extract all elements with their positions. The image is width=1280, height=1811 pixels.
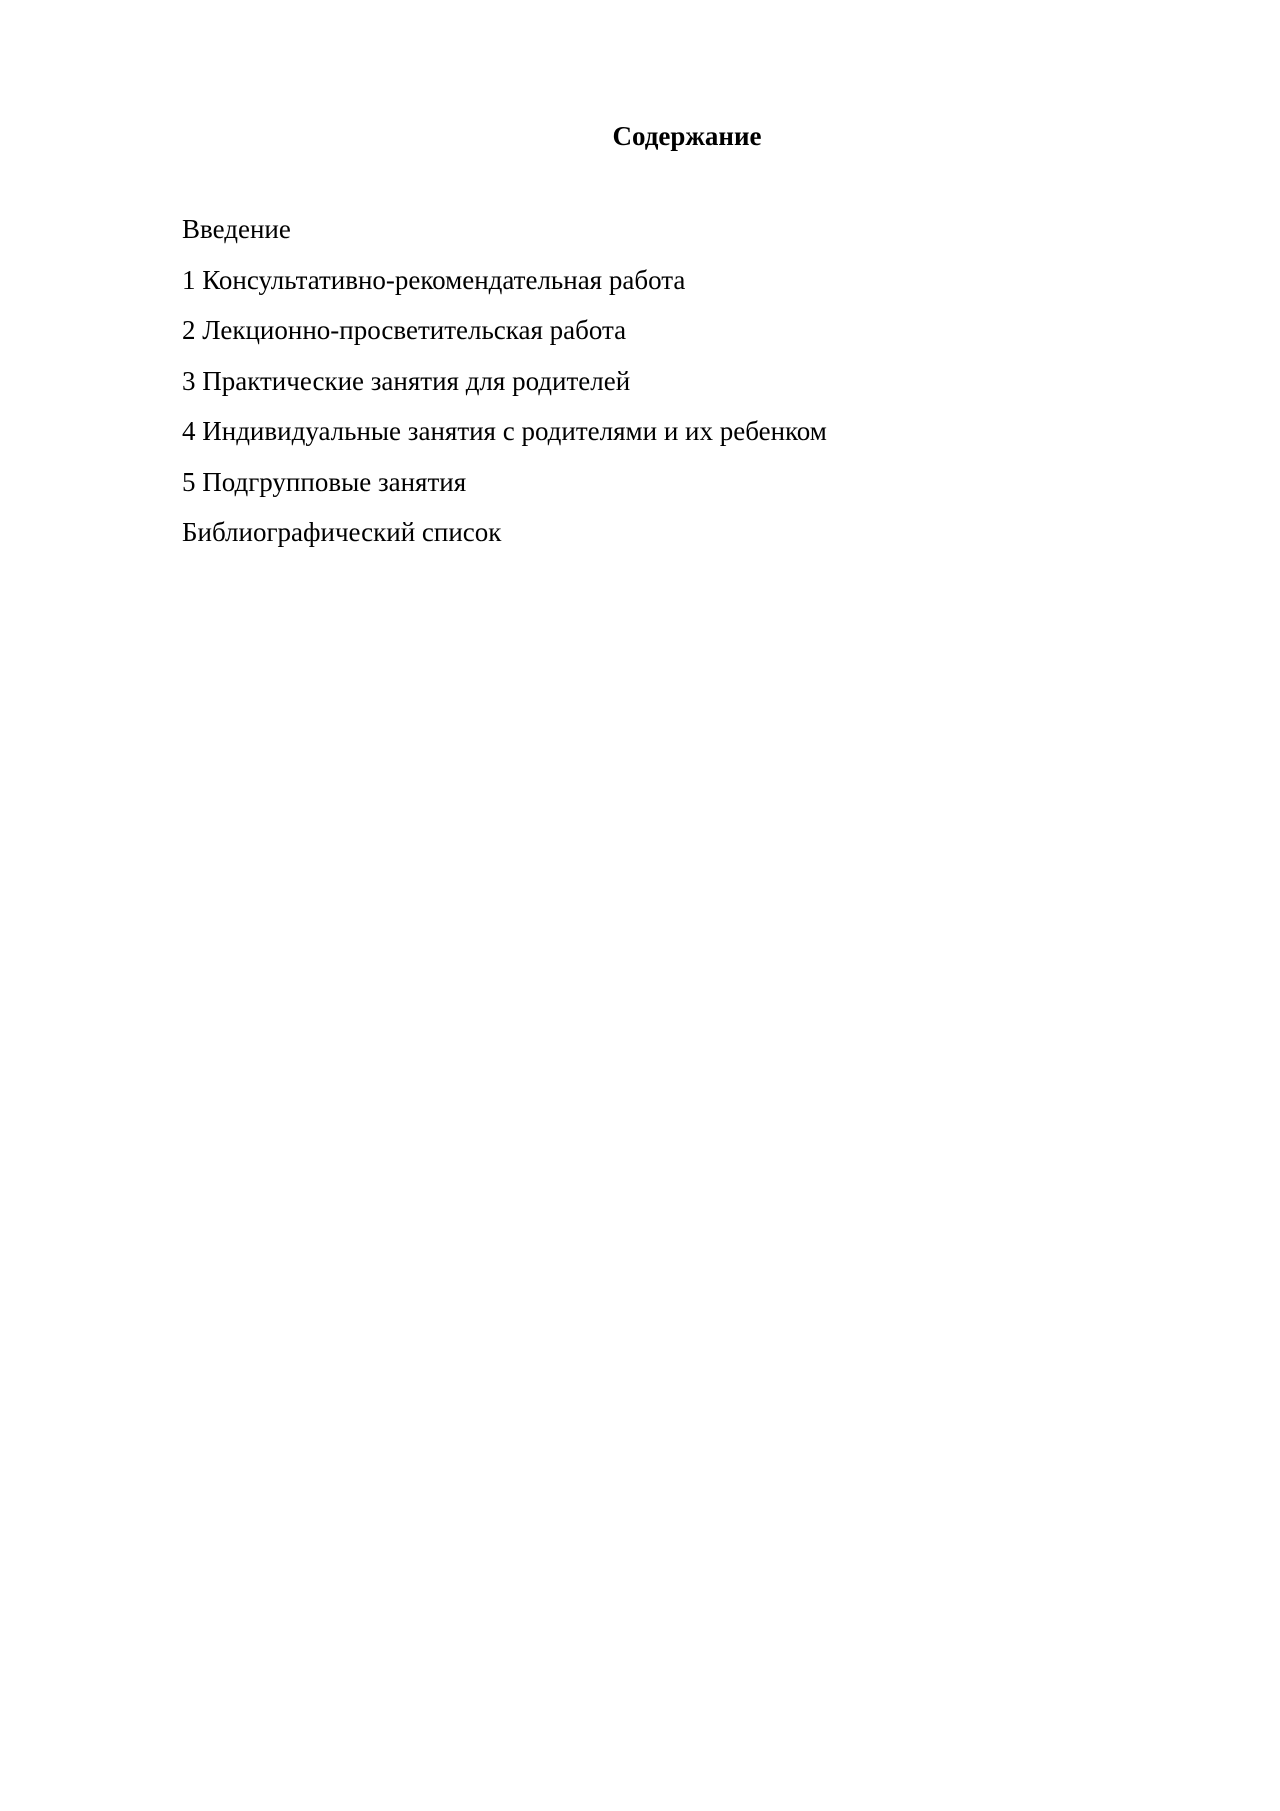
toc-item-bibliography: Библиографический список <box>182 517 502 547</box>
toc-item-1: 1 Консультативно-рекомендательная работа <box>182 264 686 295</box>
table-of-contents <box>182 213 827 567</box>
page-title: Содержание <box>612 121 762 151</box>
toc-item-3: 3 Практические занятия для родителей <box>182 365 631 396</box>
toc-item-5: 5 Подгрупповые занятия <box>182 466 467 497</box>
toc-item-2: 2 Лекционно-просветительская работа <box>182 315 627 345</box>
toc-item-introduction: Введение <box>182 214 291 244</box>
toc-item-4: 4 Индивидуальные занятия с родителями и их ребенком <box>182 416 827 446</box>
